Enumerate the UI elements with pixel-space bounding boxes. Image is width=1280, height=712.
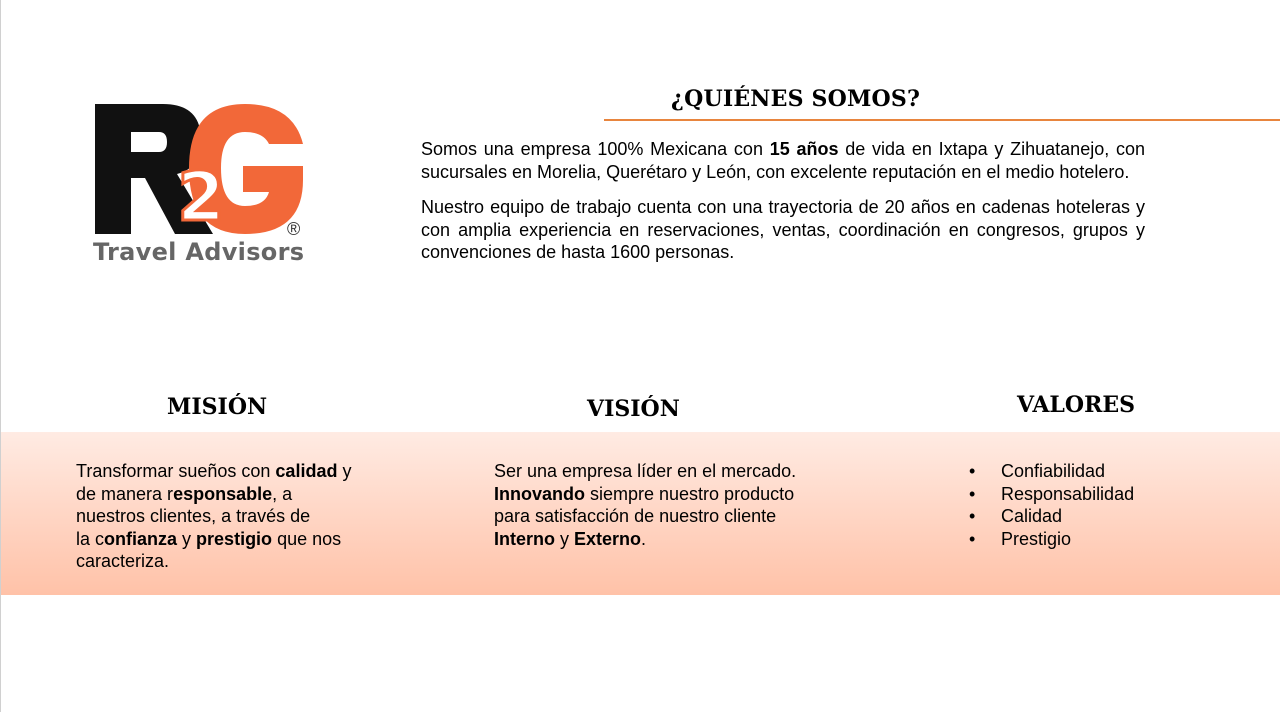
valores-title: VALORES xyxy=(1017,392,1136,418)
r2g-logo-mark-icon xyxy=(93,102,308,242)
mision-title: MISIÓN xyxy=(167,394,268,420)
title-underline xyxy=(604,119,1280,121)
about-paragraph-2: Nuestro equipo de trabajo cuenta con una trayectoria de 20 años en cadenas hoteleras y con amplia experiencia en reservaciones, ventas, coordinación en congresos, grupos y convenciones de hasta 1600 personas. xyxy=(421,197,1145,262)
logo-tagline: Travel Advisors xyxy=(93,238,305,266)
valor-item: • Prestigio xyxy=(969,528,1072,549)
registered-mark: ® xyxy=(287,219,301,239)
valor-item: • Confiabilidad xyxy=(969,461,1106,481)
logo-mark-2: 2 xyxy=(177,158,225,237)
r2g-logo xyxy=(93,102,308,272)
quienes-somos-title: ¿QUIÉNES SOMOS? xyxy=(671,86,921,112)
valor-item: • Responsabilidad xyxy=(969,483,1135,504)
mision-text: Transformar sueños con calidad y de manera responsable, a nuestros clientes, a través de la confianza y prestigio que nos caracteriza. xyxy=(76,461,352,571)
quienes-somos-text xyxy=(421,138,1145,277)
valor-item: • Calidad xyxy=(969,506,1063,526)
vision-text: Ser una empresa líder en el mercado. Innovando siempre nuestro producto para satisfacción de nuestro cliente Interno y Externo. xyxy=(494,461,797,549)
about-paragraph-1: Somos una empresa 100% Mexicana con 15 años de vida en Ixtapa y Zihuatanejo, con sucursales en Morelia, Querétaro y León, con excelente reputación en el medio hotelero. xyxy=(421,139,1145,182)
vision-title: VISIÓN xyxy=(587,396,680,422)
valores-list xyxy=(969,460,1219,550)
